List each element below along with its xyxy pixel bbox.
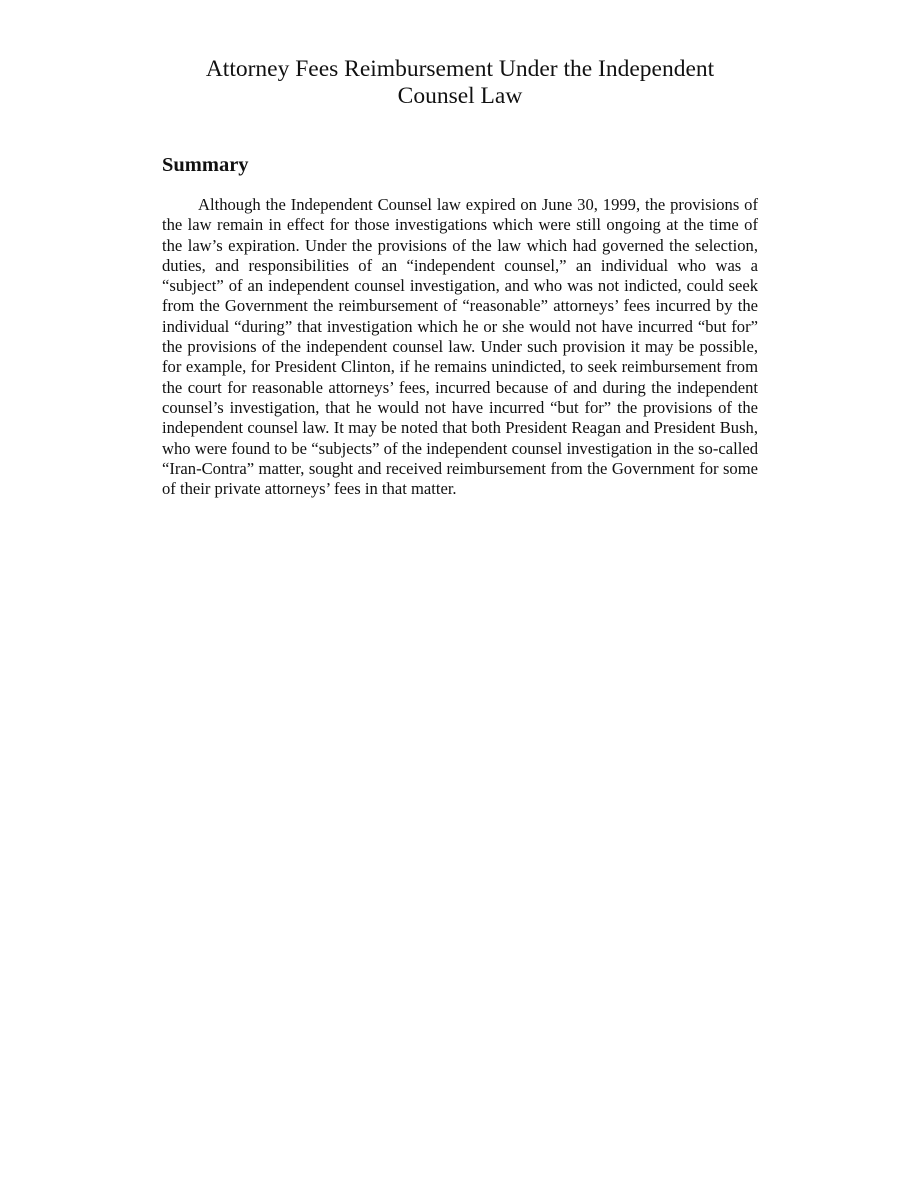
document-page — [162, 56, 758, 499]
summary-heading: Summary — [162, 154, 249, 176]
document-title-line-1: Attorney Fees Reimbursement Under the Independent — [205, 56, 715, 82]
document-title-line-2: Counsel Law — [397, 83, 523, 109]
summary-paragraph: Although the Independent Counsel law expired on June 30, 1999, the provisions of the law remain in effect for those investigations which were still ongoing at the time of the law’s expiration. Under the provisions of the law which had governed the selection, duties, and responsibilities of an “independent counsel,” an individual who was a “subject” of an independent counsel investigation, and who was not indicted, could seek from the Government the reimbursement of “reasonable” attorneys’ fees incurred by the individual “during” that investigation which he or she would not have incurred “but for” the provisions of the independent counsel law. Under such provision it may be possible, for example, for President Clinton, if he remains unindicted, to seek reimbursement from the court for reasonable attorneys’ fees, incurred because of and during the independent counsel’s investigation, that he would not have incurred “but for” the provisions of the independent counsel law. It may be noted that both President Reagan and President Bush, who were found to be “subjects” of the independent counsel investigation in the so-called “Iran-Contra” matter, sought and received reimbursement from the Government for some of their private attorneys’ fees in that matter. — [162, 195, 758, 499]
document-title — [162, 56, 758, 110]
